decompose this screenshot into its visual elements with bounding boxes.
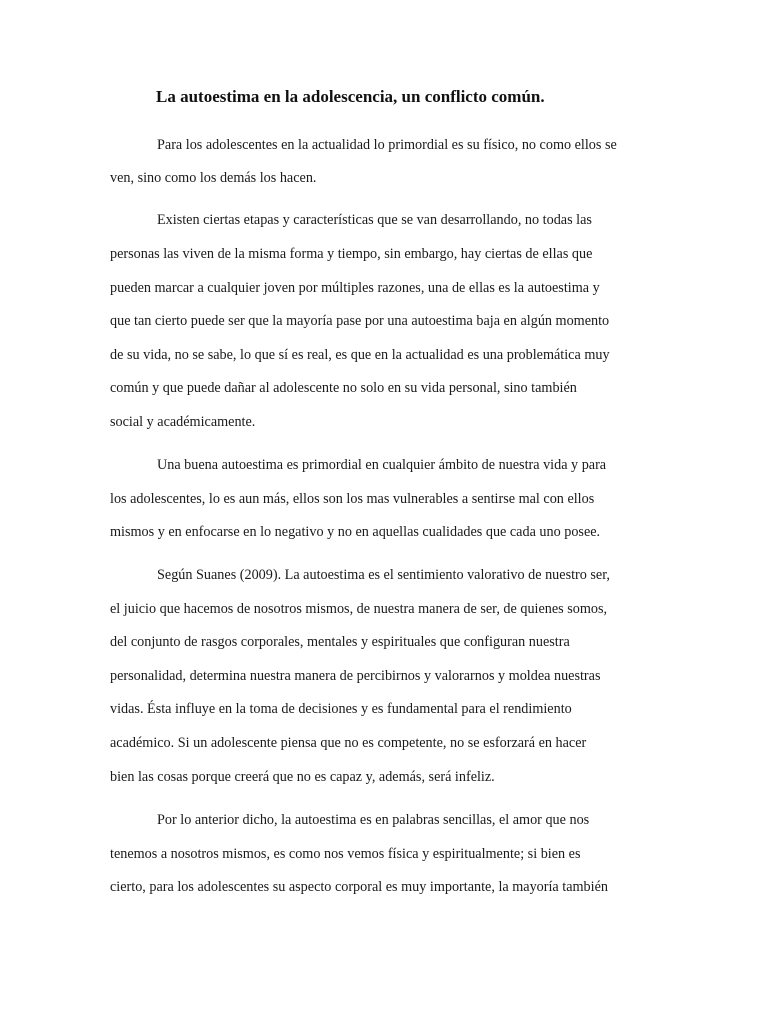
paragraph-3-line-1: Una buena autoestima es primordial en cualquier ámbito de nuestra vida y para — [157, 457, 607, 473]
paragraph-5-line-2: tenemos a nosotros mismos, es como nos vemos física y espiritualmente; si bien es — [110, 846, 581, 862]
paragraph-2-line-5: de su vida, no se sabe, lo que sí es real, es que en la actualidad es una problemática muy — [110, 347, 610, 363]
paragraph-5-line-3: cierto, para los adolescentes su aspecto corporal es muy importante, la mayoría también — [110, 879, 608, 895]
paragraph-1-line-1: Para los adolescentes en la actualidad lo primordial es su físico, no como ellos se — [157, 137, 617, 153]
paragraph-2-line-2: personas las viven de la misma forma y tiempo, sin embargo, hay ciertas de ellas que — [110, 246, 593, 262]
paragraph-2-line-4: que tan cierto puede ser que la mayoría pase por una autoestima baja en algún momento — [110, 313, 610, 329]
paragraph-4-line-2: el juicio que hacemos de nosotros mismos, de nuestra manera de ser, de quienes somos, — [110, 601, 608, 617]
paragraph-4-line-4: personalidad, determina nuestra manera de percibirnos y valorarnos y moldea nuestras — [110, 668, 601, 684]
paragraph-3-line-2: los adolescentes, lo es aun más, ellos son los mas vulnerables a sentirse mal con ellos — [110, 491, 595, 507]
paragraph-1-line-2: ven, sino como los demás los hacen. — [110, 170, 317, 186]
paragraph-2-line-1: Existen ciertas etapas y características que se van desarrollando, no todas las — [157, 212, 592, 228]
paragraph-2-line-6: común y que puede dañar al adolescente no solo en su vida personal, sino también — [110, 380, 577, 396]
paragraph-4-line-6: académico. Si un adolescente piensa que no es competente, no se esforzará en hacer — [110, 735, 587, 751]
document-title: La autoestima en la adolescencia, un conflicto común. — [156, 87, 545, 106]
paragraph-2-line-3: pueden marcar a cualquier joven por múltiples razones, una de ellas es la autoestima y — [110, 280, 600, 296]
paragraph-4-line-5: vidas. Ésta influye en la toma de decisiones y es fundamental para el rendimiento — [110, 701, 572, 717]
paragraph-5-line-1: Por lo anterior dicho, la autoestima es en palabras sencillas, el amor que nos — [157, 812, 590, 828]
paragraph-3-line-3: mismos y en enfocarse en lo negativo y no en aquellas cualidades que cada uno posee. — [110, 524, 601, 540]
paragraph-4-line-7: bien las cosas porque creerá que no es capaz y, además, será infeliz. — [110, 769, 495, 785]
paragraph-4-line-3: del conjunto de rasgos corporales, mentales y espirituales que configuran nuestra — [110, 634, 570, 650]
paragraph-2-line-7: social y académicamente. — [110, 414, 256, 430]
paragraph-4-line-1: Según Suanes (2009). La autoestima es el sentimiento valorativo de nuestro ser, — [157, 567, 610, 583]
